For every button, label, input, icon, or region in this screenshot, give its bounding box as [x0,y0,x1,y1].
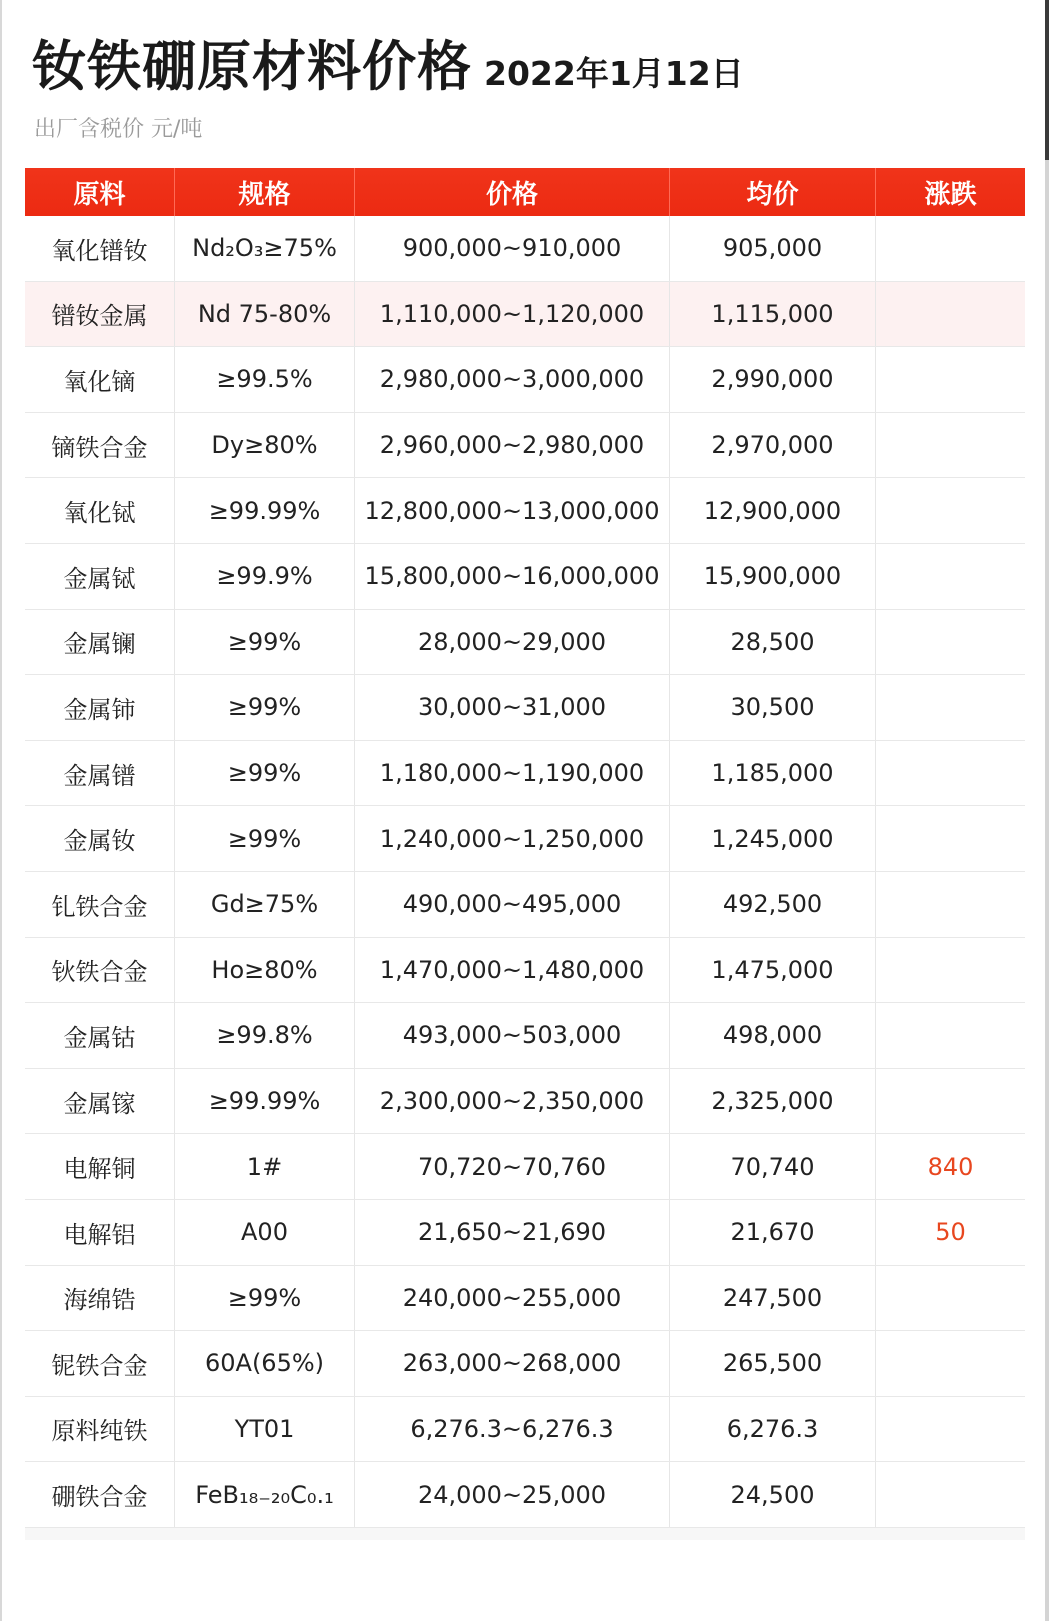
cell-average: 21,670 [670,1200,876,1265]
header-material: 原料 [25,168,175,216]
page-date: 2022年1月12日 [484,54,744,93]
cell-price: 2,960,000~2,980,000 [355,413,670,478]
right-edge [1045,0,1049,1621]
cell-average: 30,500 [670,675,876,740]
cell-average: 2,990,000 [670,347,876,412]
cell-price: 1,240,000~1,250,000 [355,806,670,871]
table-row [25,1069,1025,1135]
cell-material: 原料纯铁 [25,1397,175,1462]
cell-change [876,413,1025,478]
page-subtitle: 出厂含税价 元/吨 [34,117,203,142]
cell-material: 铌铁合金 [25,1331,175,1396]
cell-average: 905,000 [670,216,876,281]
cell-spec: Dy≥80% [175,413,355,478]
page-title: 钕铁硼原材料价格 [32,35,472,98]
cell-average: 247,500 [670,1266,876,1331]
cell-spec: ≥99.8% [175,1003,355,1068]
cell-change: 50 [935,1218,966,1247]
cell-change [876,610,1025,675]
cell-spec: ≥99% [175,610,355,675]
header-average: 均价 [670,168,876,216]
table-row [25,1397,1025,1463]
table-row [25,347,1025,413]
cell-price: 490,000~495,000 [355,872,670,937]
cell-change [876,1266,1025,1331]
cell-price: 1,110,000~1,120,000 [355,282,670,347]
cell-price: 12,800,000~13,000,000 [355,478,670,543]
cell-change [876,1069,1025,1134]
cell-change [876,806,1025,871]
cell-change [876,544,1025,609]
cell-price: 15,800,000~16,000,000 [355,544,670,609]
cell-spec: ≥99.99% [175,1069,355,1134]
cell-spec: ≥99% [175,741,355,806]
header-spec: 规格 [175,168,355,216]
cell-price: 70,720~70,760 [355,1134,670,1199]
cell-price: 263,000~268,000 [355,1331,670,1396]
cell-price: 2,980,000~3,000,000 [355,347,670,412]
cell-change [876,1003,1025,1068]
cell-spec: ≥99% [175,806,355,871]
cell-change [876,478,1025,543]
cell-change [876,347,1025,412]
cell-material: 钆铁合金 [25,872,175,937]
cell-material: 金属钕 [25,806,175,871]
cell-average: 1,185,000 [670,741,876,806]
cell-spec: ≥99.5% [175,347,355,412]
table-row [25,282,1025,348]
cell-price: 1,180,000~1,190,000 [355,741,670,806]
cell-spec: A00 [175,1200,355,1265]
cell-change [876,1462,1025,1527]
cell-average: 1,245,000 [670,806,876,871]
cell-change [876,216,1025,281]
table-row [25,413,1025,479]
cell-change [876,938,1025,1003]
price-table [25,168,1025,1540]
cell-material: 电解铜 [25,1134,175,1199]
cell-price: 6,276.3~6,276.3 [355,1397,670,1462]
cell-average: 1,475,000 [670,938,876,1003]
cell-average: 265,500 [670,1331,876,1396]
cell-spec: Nd₂O₃≥75% [175,216,355,281]
cell-spec: Ho≥80% [175,938,355,1003]
table-row [25,741,1025,807]
cell-spec: ≥99% [175,1266,355,1331]
table-row [25,1331,1025,1397]
cell-material: 金属镨 [25,741,175,806]
cell-material: 镝铁合金 [25,413,175,478]
cell-average: 15,900,000 [670,544,876,609]
table-row [25,478,1025,544]
cell-price: 240,000~255,000 [355,1266,670,1331]
cell-price: 2,300,000~2,350,000 [355,1069,670,1134]
table-row [25,675,1025,741]
cell-change [876,282,1025,347]
cell-material: 海绵锆 [25,1266,175,1331]
cell-spec: FeB₁₈₋₂₀C₀.₁ [175,1462,355,1527]
table-row [25,938,1025,1004]
cell-spec: ≥99.9% [175,544,355,609]
cell-average: 492,500 [670,872,876,937]
cell-change [876,741,1025,806]
table-row [25,1003,1025,1069]
cell-change: 840 [927,1152,974,1181]
cell-material: 金属镓 [25,1069,175,1134]
cell-material: 氧化镝 [25,347,175,412]
cell-material: 金属镧 [25,610,175,675]
table-row [25,1266,1025,1332]
cell-average: 2,970,000 [670,413,876,478]
table-header [25,168,1025,216]
cell-price: 21,650~21,690 [355,1200,670,1265]
table-row [25,806,1025,872]
cell-spec: Gd≥75% [175,872,355,937]
table-row [25,872,1025,938]
cell-average: 28,500 [670,610,876,675]
cell-spec: ≥99% [175,675,355,740]
cell-material: 金属钴 [25,1003,175,1068]
cell-price: 493,000~503,000 [355,1003,670,1068]
cell-price: 30,000~31,000 [355,675,670,740]
table-row [25,1462,1025,1528]
cell-price: 24,000~25,000 [355,1462,670,1527]
cell-average: 498,000 [670,1003,876,1068]
right-edge-dark [1045,0,1049,160]
table-row [25,216,1025,282]
cell-material: 电解铝 [25,1200,175,1265]
cell-average: 24,500 [670,1462,876,1527]
cell-material: 金属铈 [25,675,175,740]
cell-change [876,675,1025,740]
left-edge [0,0,2,1621]
cell-change [876,872,1025,937]
cell-material: 金属铽 [25,544,175,609]
cell-average: 1,115,000 [670,282,876,347]
cell-average: 6,276.3 [670,1397,876,1462]
cell-average: 12,900,000 [670,478,876,543]
header-price: 价格 [355,168,670,216]
table-row [25,1134,1025,1200]
cell-average: 70,740 [670,1134,876,1199]
cell-price: 900,000~910,000 [355,216,670,281]
table-row [25,610,1025,676]
cell-material: 氧化铽 [25,478,175,543]
table-body [25,216,1025,1528]
cell-material: 硼铁合金 [25,1462,175,1527]
page-header [32,24,744,98]
cell-spec: Nd 75-80% [175,282,355,347]
table-row [25,1200,1025,1266]
cell-spec: ≥99.99% [175,478,355,543]
cell-spec: 60A(65%) [175,1331,355,1396]
cell-spec: YT01 [175,1397,355,1462]
cell-price: 28,000~29,000 [355,610,670,675]
table-row [25,544,1025,610]
cell-change [876,1331,1025,1396]
cell-material: 镨钕金属 [25,282,175,347]
cell-price: 1,470,000~1,480,000 [355,938,670,1003]
cell-average: 2,325,000 [670,1069,876,1134]
cell-change [876,1397,1025,1462]
header-change: 涨跌 [924,179,977,210]
cell-material: 钬铁合金 [25,938,175,1003]
cell-material: 氧化镨钕 [25,216,175,281]
cell-spec: 1# [175,1134,355,1199]
